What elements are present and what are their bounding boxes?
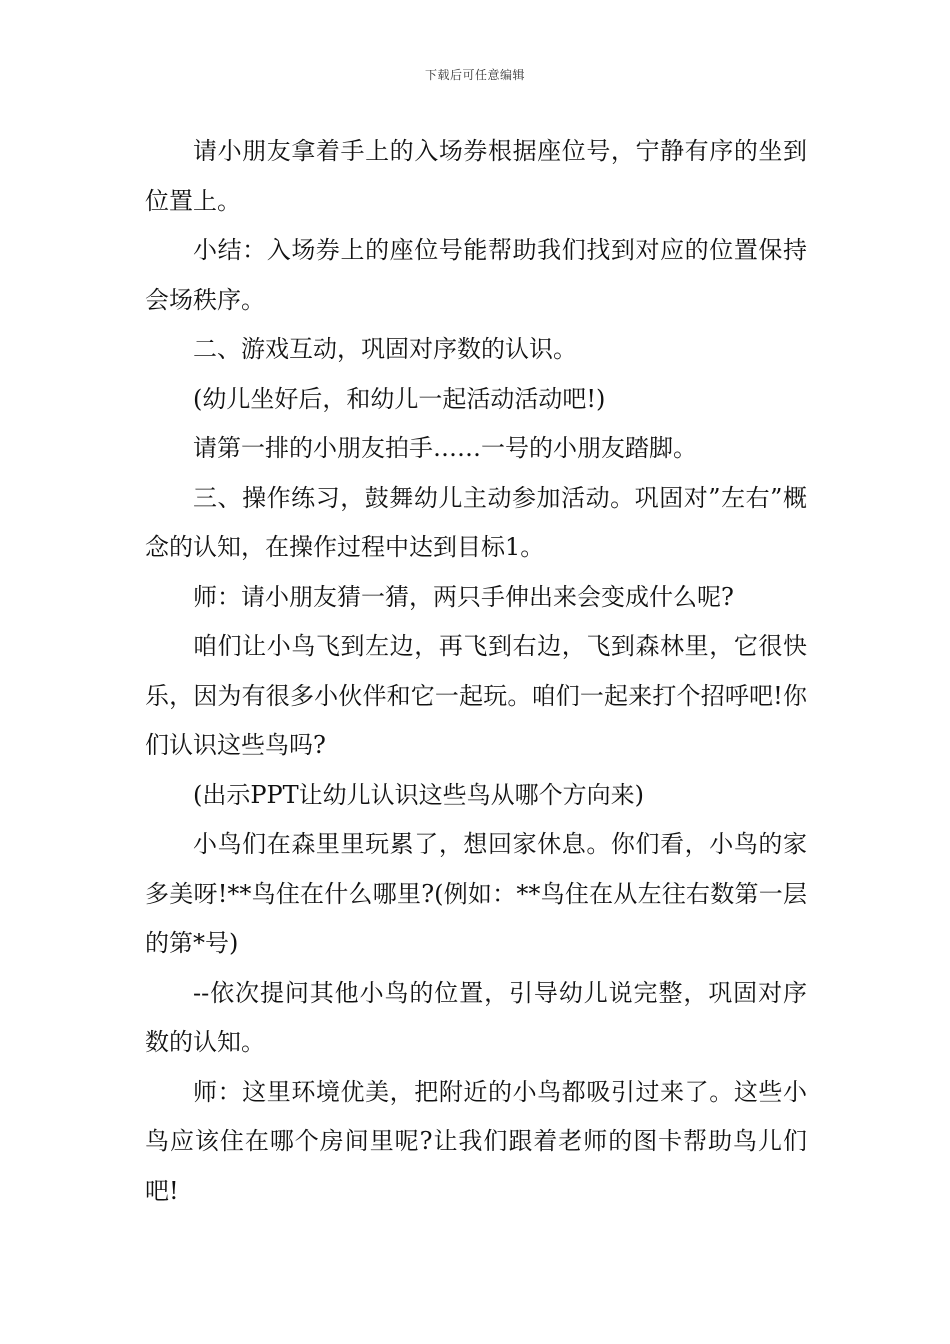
paragraph: 小鸟们在森里里玩累了，想回家休息。你们看，小鸟的家多美呀!**鸟住在什么哪里?(例如：**鸟住在从左往右数第一层的第*号) [145,830,807,957]
document-body [145,127,807,1216]
paragraph: 师：这里环境优美，把附近的小鸟都吸引过来了。这些小鸟应该住在哪个房间里呢?让我们跟着老师的图卡帮助鸟儿们吧! [145,1077,807,1205]
paragraph: 小结：入场券上的座位号能帮助我们找到对应的位置保持会场秩序。 [145,236,807,314]
page-header: 下载后可任意编辑 [424,68,525,82]
paragraph: 二、游戏互动，巩固对序数的认识。 [193,335,577,363]
paragraph: (幼儿坐好后，和幼儿一起活动活动吧!) [193,384,606,413]
paragraph: 咱们让小鸟飞到左边，再飞到右边，飞到森林里，它很快乐，因为有很多小伙伴和它一起玩。咱们一起来打个招呼吧!你们认识这些鸟吗? [145,632,807,759]
paragraph: 请小朋友拿着手上的入场券根据座位号，宁静有序的坐到位置上。 [145,137,807,215]
paragraph: --依次提问其他小鸟的位置，引导幼儿说完整，巩固对序数的认知。 [145,978,807,1056]
paragraph: 师：请小朋友猜一猜，两只手伸出来会变成什么呢? [193,582,734,611]
paragraph: 请第一排的小朋友拍手……一号的小朋友踏脚。 [193,434,697,462]
paragraph: 三、操作练习，鼓舞幼儿主动参加活动。巩固对”左右”概念的认知，在操作过程中达到目标1。 [145,483,807,561]
paragraph: (出示PPT让幼儿认识这些鸟从哪个方向来) [193,780,645,809]
